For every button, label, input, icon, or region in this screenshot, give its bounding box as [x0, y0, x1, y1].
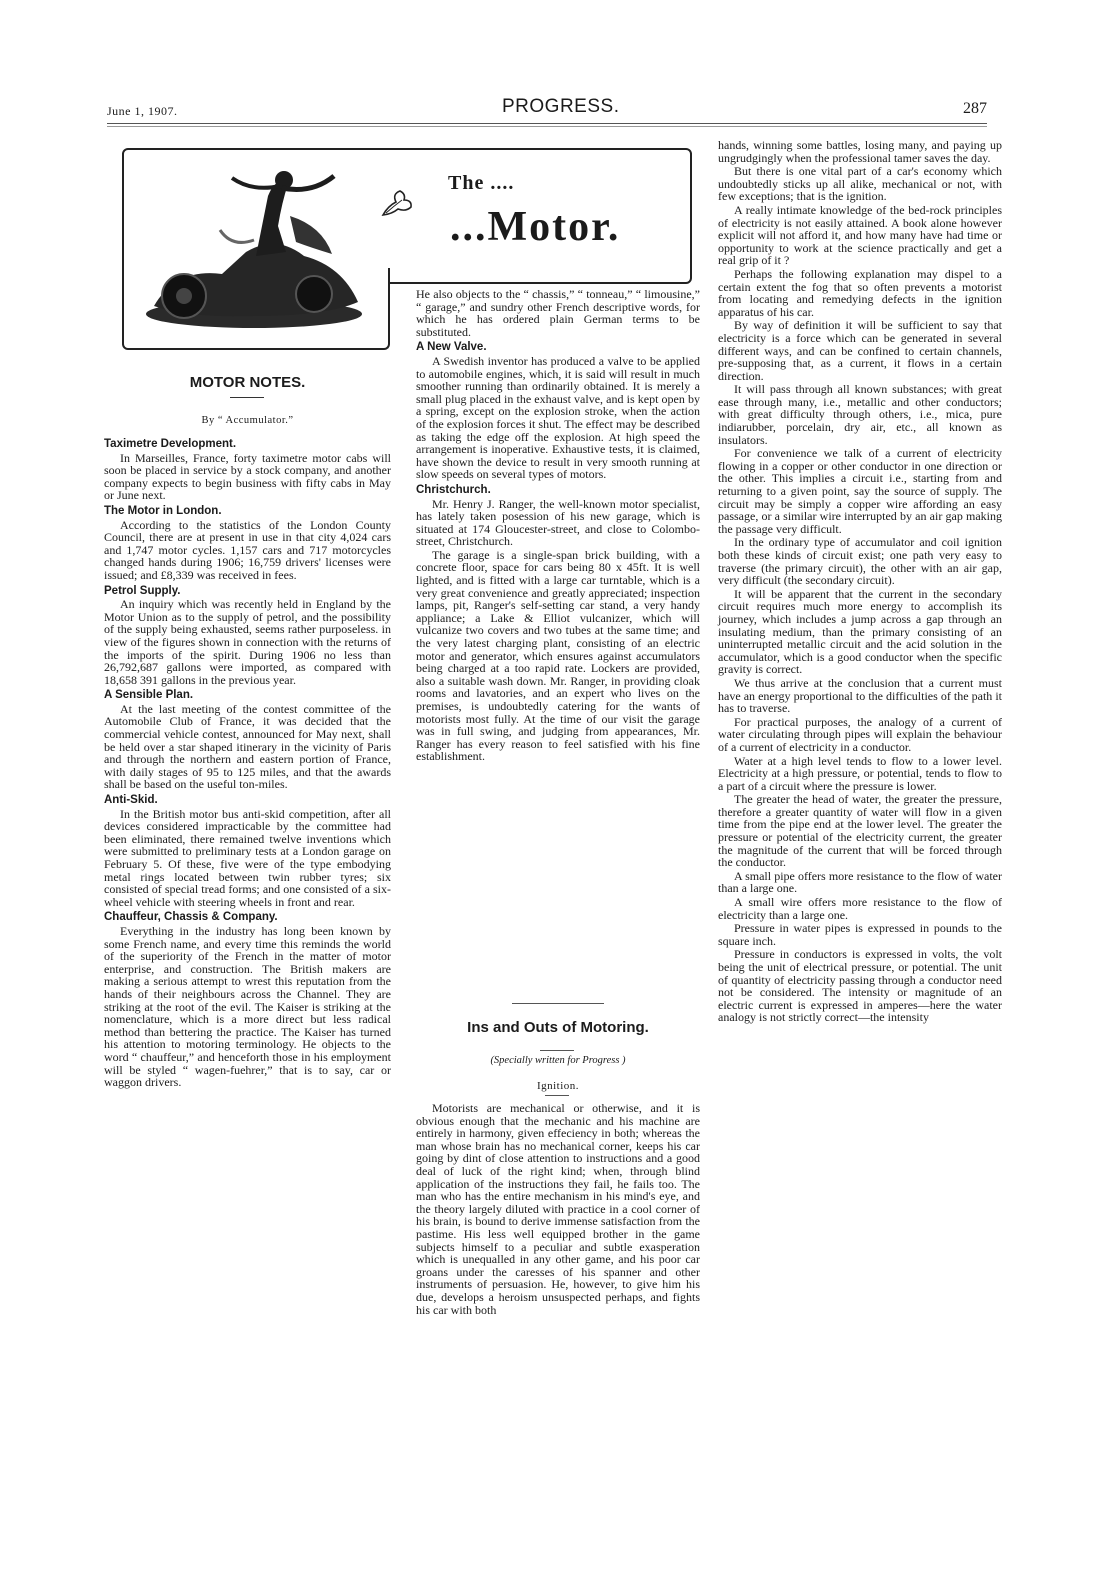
- article-subtitle: (Specially written for Progress ): [490, 1055, 626, 1066]
- column-3: [718, 139, 1002, 1025]
- header-rule: [107, 123, 987, 124]
- paragraph: Everything in the industry has long been known by some French name, and every time this reminds the world of the superiority of the French in the matter of motor enterprise, and construction. The British makers are making a serious attempt to wrest this reputation from the hands of their neighbours across the Channel. They are striking at the root of the evil. The Kaiser is striking at the nomenclature, which is a more direct but less radical method than bettering the practice. The Kaiser has turned his attention to motoring terminology. He objects to the word “ chauffeur,” and henceforth those in his employment will be styled “ wagen-fuehrer,” that is to say, car or waggon drivers.: [104, 923, 391, 1090]
- paragraph: By way of definition it will be sufficient to say that electricity is a force which can be generated in several different ways, and can be confined to certain channels, pre-supposing that, as a current, it flows in a certain direction.: [718, 318, 1002, 383]
- paragraph: A small wire offers more resistance to the flow of electricity than a large one.: [718, 895, 1002, 922]
- paragraph: At the last meeting of the contest committee of the Automobile Club of France, it was decided that the commercial vehicle contest, announced for May next, shall be held over a star shaped itinerary in the vicinity of Paris and through the northern and eastern portion of France, with daily stages of 95 to 125 miles, and that the awards shall be based on the useful ton-miles.: [104, 701, 391, 792]
- running-header: [107, 96, 987, 124]
- section-heading: Chauffeur, Chassis & Company.: [104, 911, 278, 924]
- ins-and-outs-title: Ins and Outs of Motoring.: [467, 1019, 649, 1036]
- column-2: [416, 288, 700, 764]
- paragraph: Pressure in water pipes is expressed in pounds to the square inch.: [718, 921, 1002, 948]
- header-date: June 1, 1907.: [107, 104, 178, 118]
- title-rule: [230, 397, 264, 398]
- section-heading: A New Valve.: [416, 341, 487, 354]
- paragraph: We thus arrive at the conclusion that a current must have an energy proportional to the difficulties of the path it has to traverse.: [718, 675, 1002, 716]
- paragraph: Mr. Henry J. Ranger, the well-known motor specialist, has lately taken posession of his new garage, which is situated at 174 Gloucester-street, and close to Colombo-street, Christchurch.: [416, 496, 700, 549]
- banner-motor-title: ...Motor.: [450, 204, 621, 250]
- column-1: [104, 435, 391, 1090]
- paragraph: For convenience we talk of a current of electricity flowing in a copper or other conductor in one direction or the other. This implies a circuit i.e., starting from and returning to a given point, say the source of supply. The circuit may be simply a copper wire affording an easy passage, or a similar wire interrupted by an air gap making the passage very difficult.: [718, 446, 1002, 536]
- column-2-lower: [416, 1102, 700, 1317]
- paragraph: A Swedish inventor has produced a valve to be applied to automobile engines, which, it is said will result in much smoother running than ordinarily obtained. It is merely a small plug placed in the exhaust valve, and is kept open by a spring, except on the explosion stroke, when the action of the explosion forces it shut. The effect may be described as taking the edge off the explosion. At high speed the arrangement is inoperative. Exhaustive tests, it is claimed, have shown the device to result in very smooth running at slow speeds on several types of motors.: [416, 353, 700, 482]
- paragraph: The greater the head of water, the greater the pressure, therefore a greater quantity of water will flow in a given time from the pipe end at the lower level. The greater the pressure or potential of the electricity current, the greater the magnitude of the current that will be forced through the conductor.: [718, 792, 1002, 870]
- title-rule: [545, 1095, 569, 1096]
- paragraph: hands, winning some battles, losing many, and paying up ungrudgingly when the professional tamer saves the day.: [718, 138, 1002, 165]
- paragraph: In the British motor bus anti-skid competition, after all devices considered impracticable by the committee had been eliminated, there remained twelve inventions which were submitted to preliminary tests at a London garage on February 5. Of these, five were of the type embodying metal rings located between twin rubber tyres; six consisted of special tread forms; and one consisted of a six-wheel vehicle with steering wheels in front and rear.: [104, 806, 391, 909]
- motor-notes-title: MOTOR NOTES.: [189, 374, 306, 391]
- paragraph: He also objects to the “ chassis,” “ tonneau,” “ limousine,” “ garage,” and sundry other French descriptive words, for which he has ordered plain German terms to be substituted.: [416, 287, 700, 339]
- paragraph: For practical purposes, the analogy of a current of water circulating through pipes will explain the behaviour of a current of electricity in a conductor.: [718, 714, 1002, 754]
- header-title: PROGRESS.: [502, 96, 620, 117]
- paragraph: Water at a high level tends to flow to a lower level. Electricity at a high pressure, or potential, tends to flow to a part of a circuit where the pressure is lower.: [718, 753, 1002, 793]
- section-heading: Christchurch.: [416, 483, 491, 496]
- section-heading: A Sensible Plan.: [104, 689, 194, 702]
- paragraph: It will be apparent that the current in the secondary circuit requires much more energy to accomplish its journey, which includes a jump across a gap through an insulating medium, than the primary consisting of an uninterrupted metallic circuit and the acid solution in the accumulator, which is a good conductor when the specific gravity is correct.: [718, 586, 1002, 677]
- paragraph: It will pass through all known substances; with great ease through many, i.e., metallic and other conductors; with great difficulty through others, i.e., mica, pure indiarubber, porcelain, dry air, etc., all known as insulators.: [718, 382, 1002, 447]
- paragraph: The garage is a single-span brick building, with a concrete floor, space for cars being 80 x 45ft. It is well lighted, and is fitted with a large car turntable, which is a very great convenience and greatly appreciated; inspection lamps, pit, Ranger's self-setting car stand, a very handy appliance; a Lake & Elliot vulcanizer, which will vulcanize two covers and two tubes at the same time; and the very latest charging plant, consisting of an electric motor and generator, which ensures against accumulators being charged at a too rapid rate. Lockers are provided, also a suitable wash down. Mr. Ranger, in providing cloak rooms and lavatories, and an expert who lives on the premises, is undoubtedly catering for the wants of motorists most fully. At the time of our visit the garage was in full swing, and judging from appearances, Mr. Ranger has every reason to feel satisfied with his fine establishment.: [416, 547, 700, 764]
- title-rule: [540, 1050, 574, 1051]
- motor-sculpture-illustration: [136, 156, 372, 341]
- paragraph: In the ordinary type of accumulator and coil ignition both these kinds of circuit exist; one path very easy to traverse (the primary circuit), the other with an air gap, very difficult (the secondary circuit).: [718, 535, 1002, 588]
- paragraph: An inquiry which was recently held in England by the Motor Union as to the supply of petrol, and the possibility of the supply being exhausted, seems rather purposeless. in view of the figures shown in connection with the returns of the imports of the spirit. During 1906 no less than 26,792,687 gallons were imported, as compared with 18,658 391 gallons in the previous year.: [104, 597, 391, 687]
- section-rule: [512, 1003, 604, 1004]
- paragraph: A small pipe offers more resistance to the flow of water than a large one.: [718, 868, 1002, 896]
- section-heading: Anti-Skid.: [104, 794, 158, 807]
- section-heading: The Motor in London.: [104, 504, 222, 517]
- paragraph: A really intimate knowledge of the bed-rock principles of electricity is not easily attained. A book alone however explicit will not afford it, and how many have had time or opportunity to work at the science practically and get a real grip of it ?: [718, 202, 1002, 268]
- ignition-heading: Ignition.: [536, 1080, 580, 1092]
- header-rule-secondary: [107, 126, 987, 127]
- paragraph: But there is one vital part of a car's economy which undoubtedly sticks up all alike, mechanical or not, with few exceptions; that is the ignition.: [718, 164, 1002, 204]
- paragraph: According to the statistics of the London County Council, there are at present in use in that city 4,024 cars and 1,747 motor cycles. 1,157 cars and 717 motorcycles changed hands during 1906; 16,759 drivers' licenses were issued; and £8,339 was received in fees.: [104, 517, 391, 582]
- byline: By “ Accumulator.”: [201, 415, 294, 426]
- paragraph: Motorists are mechanical or otherwise, and it is obvious enough that the mechanic and his machine are entirely in harmony, given effeciency in both; whereas the man whose brain has no mechanical corner, keeps his car going by dint of close attention to instructions and a good deal of luck of the right kind; when, through blind application of the instructions they fail, he fails too. The man who has the entire mechanism in his mind's eye, and the theory largely diluted with practice in a cool corner of his brain, is bound to derive immense satisfaction from the pastime. His less well equipped brother in the game subjects himself to a peculiar and subtle exasperation which is unequalled in any other game, and his poor car groans under the caresses of his spanner and other instruments of persuasion. He, however, to give him his due, develops a heroism unsuspected perhaps, and fights his car with both: [416, 1101, 700, 1317]
- paragraph: Perhaps the following explanation may dispel to a certain extent the fog that so often prevents a motorist from locating and remedying defects in the ignition apparatus of his car.: [718, 266, 1002, 319]
- paragraph: In Marseilles, France, forty taximetre motor cabs will soon be placed in service by a stock company, and another company expects to begin business with fifty cabs in May or June next.: [104, 450, 391, 503]
- paragraph: Pressure in conductors is expressed in volts, the volt being the unit of electrical pressure, or potential. The unit of quantity of electricity passing through a conductor need not be considered. The intensity or magnitude of an electric current is expressed in amperes—here the water analogy is not strictly correct—the intensity: [718, 947, 1002, 1025]
- section-heading: Petrol Supply.: [104, 584, 181, 597]
- page-number: 287: [963, 100, 987, 117]
- banner-the: The ....: [448, 172, 515, 194]
- leaf-ornament-icon: [380, 188, 414, 218]
- section-heading: Taximetre Development.: [104, 438, 237, 450]
